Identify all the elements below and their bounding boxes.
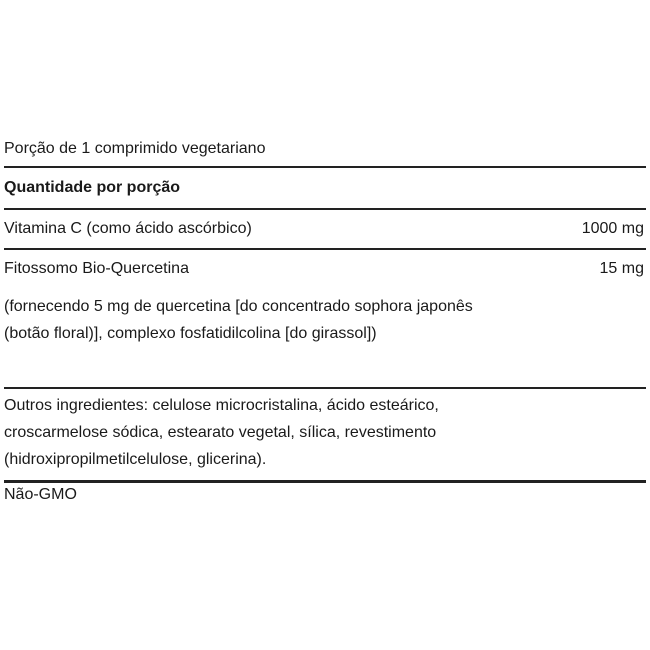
note-block — [4, 290, 646, 389]
serving-size: Porção de 1 comprimido vegetariano — [4, 136, 646, 168]
nutrient-row-quercetin — [4, 250, 646, 290]
nutrient-amount: 1000 mg — [581, 220, 644, 237]
supplement-facts-panel — [4, 136, 646, 505]
nutrient-name: Fitossomo Bio-Quercetina — [4, 260, 189, 277]
non-gmo-label: Não-GMO — [4, 486, 77, 503]
other-ingredients: Outros ingredientes: celulose microcristalina, ácido esteárico, croscarmelose sódica, estearato vegetal, sílica, revestimento (hidroxipropilmetilcelulose, glicerina). — [4, 397, 439, 468]
nutrient-amount: 15 mg — [599, 260, 644, 277]
amount-per-serving-header: Quantidade por porção — [4, 168, 646, 210]
nutrient-row-vitamin-c — [4, 210, 646, 250]
nutrient-name: Vitamina C (como ácido ascórbico) — [4, 220, 252, 237]
quercetin-note: (fornecendo 5 mg de quercetina [do concentrado sophora japonês (botão floral)], complexo fosfatidilcolina [do girassol]) — [4, 298, 473, 342]
